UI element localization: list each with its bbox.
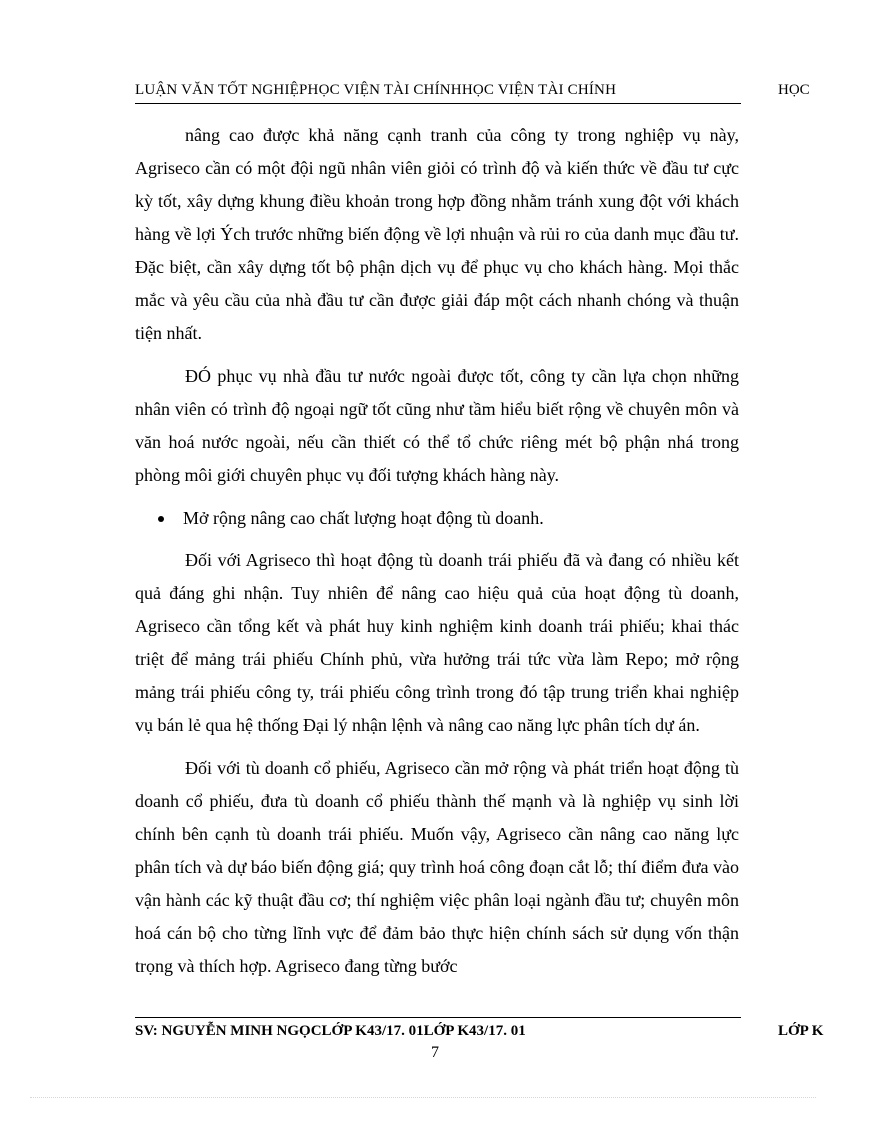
page-number: 7 — [431, 1044, 439, 1061]
header-right-text: HỌC — [778, 82, 810, 98]
document-body — [135, 119, 739, 993]
paragraph-3: Đối với Agriseco thì hoạt động tù doanh trái phiếu đã và đang có nhiều kết quả đáng ghi nhận. Tuy nhiên để nâng cao hiệu quả của hoạt động tù doanh, Agriseco cần tổng kết và phát huy kinh nghiệm kinh doanh trái phiếu; khai thác triệt để mảng trái phiếu Chính phủ, vừa hưởng trái tức vừa làm Repo; mở rộng mảng trái phiếu công ty, trái phiếu công trình trong đó tập trung triển khai nghiệp vụ bán lẻ qua hệ thống Đại lý nhận lệnh và nâng cao năng lực phân tích dự án. — [135, 550, 739, 735]
bullet-dot-icon — [158, 516, 164, 522]
bullet-text: Mở rộng nâng cao chất lượng hoạt động tù doanh. — [183, 508, 544, 528]
paragraph-1: nâng cao được khả năng cạnh tranh của công ty trong nghiệp vụ này, Agriseco cần có một đội ngũ nhân viên giỏi có trình độ và kiến thức về đầu tư cực kỳ tốt, xây dựng khung điều khoản trong hợp đồng nhằm tránh xung đột với khách hàng về lợi Ých trước những biến động về lợi nhuận và rủi ro của danh mục đầu tư. Đặc biệt, cần xây dựng tốt bộ phận dịch vụ để phục vụ cho khách hàng. Mọi thắc mắc và yêu cầu của nhà đầu tư cần được giải đáp một cách nhanh chóng và thuận tiện nhất. — [135, 125, 739, 343]
footer-right-text: LỚP K — [778, 1023, 824, 1039]
footer-divider — [135, 1017, 741, 1018]
header-title: LUẬN VĂN TỐT NGHIỆPHỌC VIỆN TÀI CHÍNHHỌC VIỆN TÀI CHÍNH — [135, 82, 617, 98]
header-divider — [135, 103, 741, 104]
paragraph-4: Đối với tù doanh cổ phiếu, Agriseco cần mở rộng và phát triển hoạt động tù doanh cổ phiếu, đưa tù doanh cổ phiếu thành thế mạnh và là nghiệp vụ sinh lời chính bên cạnh tù doanh trái phiếu. Muốn vậy, Agriseco cần nâng cao năng lực phân tích và dự báo biến động giá; quy trình hoá công đoạn cắt lỗ; thí điểm đưa vào vận hành các kỹ thuật đầu cơ; thí nghiệm việc phân loại ngành đầu tư; chuyên môn hoá cán bộ cho từng lĩnh vực để đảm bảo thực hiện chính sách sử dụng vốn thận trọng và thích hợp. Agriseco đang từng bước — [135, 758, 739, 976]
page-bottom-divider — [30, 1097, 816, 1098]
paragraph-2: ĐÓ phục vụ nhà đầu tư nước ngoài được tốt, công ty cần lựa chọn những nhân viên có trình độ ngoại ngữ tốt cũng như tầm hiểu biết rộng về chuyên môn và văn hoá nước ngoài, nếu cần thiết có thể tổ chức riêng mét bộ phận nhá trong phòng môi giới chuyên phục vụ đối tượng khách hàng này. — [135, 366, 739, 485]
footer-left-text: SV: NGUYỄN MINH NGỌCLỚP K43/17. 01LỚP K43/17. 01 — [135, 1023, 526, 1039]
bullet-item — [135, 502, 739, 535]
